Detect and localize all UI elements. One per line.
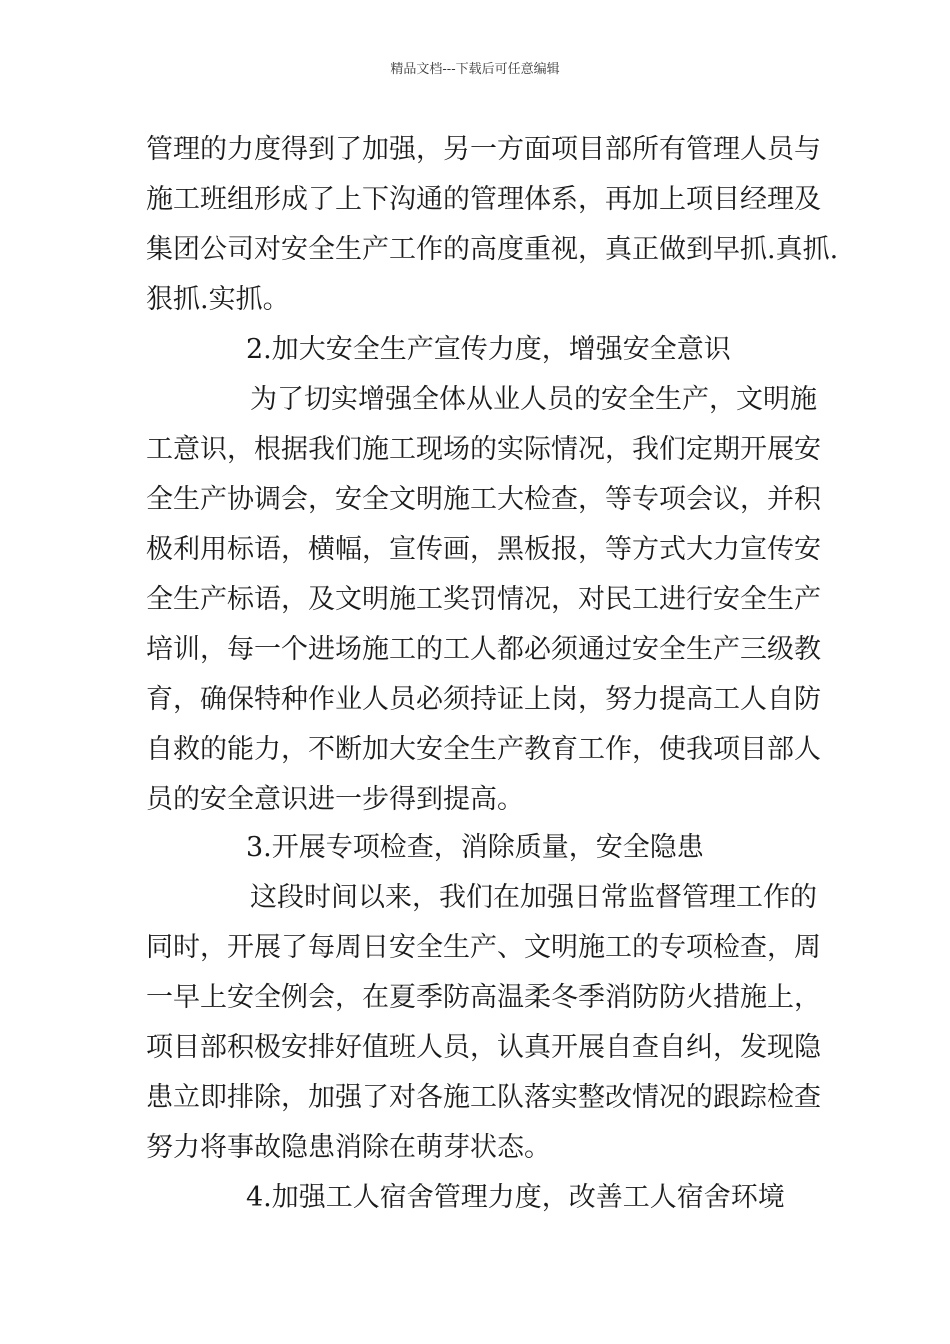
body-line: 患立即排除，加强了对各施工队落实整改情况的跟踪检查 bbox=[146, 1082, 821, 1113]
body-line: 施工班组形成了上下沟通的管理体系，再加上项目经理及 bbox=[146, 184, 821, 215]
body-line: 一早上安全例会，在夏季防高温柔冬季消防防火措施上， bbox=[146, 982, 821, 1013]
page-header: 精品文档---下载后可任意编辑 bbox=[390, 62, 560, 77]
paragraph-first-line: 这段时间以来，我们在加强日常监督管理工作的 bbox=[250, 882, 817, 913]
body-line: 自救的能力，不断加大安全生产教育工作，使我项目部人 bbox=[146, 734, 821, 765]
body-line: 同时，开展了每周日安全生产、文明施工的专项检查，周 bbox=[146, 932, 821, 963]
body-line: 努力将事故隐患消除在萌芽状态。 bbox=[146, 1132, 551, 1163]
body-line: 全生产标语，及文明施工奖罚情况，对民工进行安全生产 bbox=[146, 584, 821, 615]
body-line: 管理的力度得到了加强，另一方面项目部所有管理人员与 bbox=[146, 134, 821, 165]
body-line: 员的安全意识进一步得到提高。 bbox=[146, 784, 524, 815]
body-line: 全生产协调会，安全文明施工大检查，等专项会议，并积 bbox=[146, 484, 821, 515]
paragraph-first-line: 为了切实增强全体从业人员的安全生产，文明施 bbox=[250, 384, 817, 415]
body-line: 培训，每一个进场施工的工人都必须通过安全生产三级教 bbox=[146, 634, 821, 665]
body-line: 育，确保特种作业人员必须持证上岗，努力提高工人自防 bbox=[146, 684, 821, 715]
section-heading: 2.加大安全生产宣传力度，增强安全意识 bbox=[246, 334, 731, 365]
body-line: 集团公司对安全生产工作的高度重视，真正做到早抓.真抓. bbox=[146, 234, 839, 265]
body-line: 极利用标语，横幅，宣传画，黑板报，等方式大力宣传安 bbox=[146, 534, 821, 565]
body-line: 项目部积极安排好值班人员，认真开展自查自纠，发现隐 bbox=[146, 1032, 821, 1063]
section-heading: 4.加强工人宿舍管理力度，改善工人宿舍环境 bbox=[246, 1182, 785, 1213]
body-line: 狠抓.实抓。 bbox=[146, 284, 290, 315]
body-line: 工意识，根据我们施工现场的实际情况，我们定期开展安 bbox=[146, 434, 821, 465]
section-heading: 3.开展专项检查，消除质量，安全隐患 bbox=[246, 832, 704, 863]
